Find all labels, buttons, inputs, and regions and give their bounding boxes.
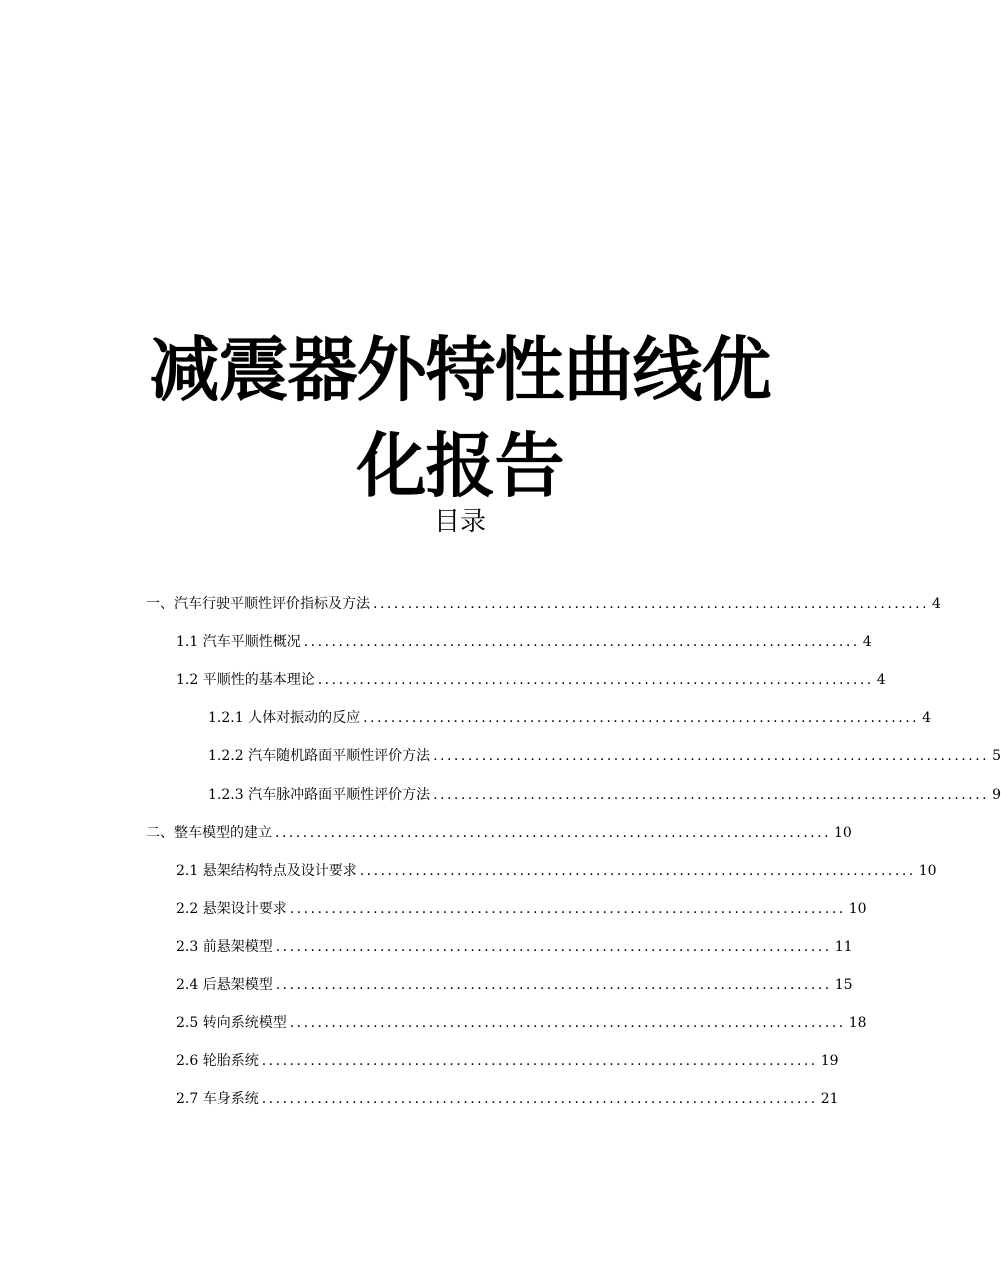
toc-dot-leader: ................................................................................ <box>275 977 832 993</box>
toc-entry-label: 2.5 转向系统模型 <box>176 1015 287 1031</box>
toc-entry-page: 5 <box>992 748 1001 764</box>
toc-entry-label: 1.2.3 汽车脉冲路面平顺性评价方法 <box>208 787 431 803</box>
toc-entry[interactable] <box>146 821 852 845</box>
toc-dot-leader: ................................................................................ <box>261 1091 818 1107</box>
toc-heading: 目录 <box>433 507 486 537</box>
toc-dot-leader: ................................................................................ <box>317 672 874 688</box>
toc-entry-label: 1.1 汽车平顺性概况 <box>176 634 301 650</box>
toc-entry-page: 18 <box>848 1015 867 1031</box>
toc-entry[interactable] <box>146 592 941 616</box>
toc-entry-page: 4 <box>876 672 886 688</box>
toc-entry-page: 9 <box>992 787 1001 803</box>
toc-entry-label: 2.7 车身系统 <box>176 1091 259 1107</box>
toc-dot-leader: ................................................................................ <box>363 710 920 726</box>
toc-entry[interactable] <box>176 668 886 692</box>
toc-entry-label: 一、汽车行驶平顺性评价指标及方法 <box>146 596 370 612</box>
toc-entry[interactable] <box>176 897 867 921</box>
toc-entry-page: 10 <box>834 825 852 841</box>
toc-entry[interactable] <box>208 744 1001 768</box>
toc-entry-label: 1.2.2 汽车随机路面平顺性评价方法 <box>208 748 431 764</box>
document-title-line-2: 化报告 <box>356 425 564 507</box>
toc-entry-page: 4 <box>862 634 872 650</box>
document-title-line-1: 减震器外特性曲线优 <box>149 329 771 411</box>
toc-dot-leader: ................................................................................ <box>275 825 832 841</box>
toc-entry[interactable] <box>176 1011 867 1035</box>
toc-entry-page: 4 <box>932 596 941 612</box>
toc-entry[interactable] <box>208 783 1001 807</box>
toc-entry[interactable] <box>176 1087 839 1111</box>
toc-entry[interactable] <box>176 973 853 997</box>
toc-entry[interactable] <box>208 706 932 730</box>
toc-entry-label: 2.4 后悬架模型 <box>176 977 273 993</box>
toc-dot-leader: ................................................................................ <box>373 596 930 612</box>
toc-entry-page: 4 <box>922 710 932 726</box>
toc-entry-label: 1.2.1 人体对振动的反应 <box>208 710 361 726</box>
toc-entry-page: 11 <box>834 939 853 955</box>
toc-dot-leader: ................................................................................ <box>359 863 916 879</box>
toc-entry[interactable] <box>176 630 872 654</box>
toc-dot-leader: ................................................................................ <box>433 748 990 764</box>
toc-dot-leader: ................................................................................ <box>303 634 860 650</box>
toc-entry-label: 1.2 平顺性的基本理论 <box>176 672 315 688</box>
toc-entry-label: 2.1 悬架结构特点及设计要求 <box>176 863 357 879</box>
toc-entry-page: 10 <box>918 863 937 879</box>
toc-entry-page: 10 <box>848 901 867 917</box>
toc-entry-page: 15 <box>834 977 853 993</box>
toc-dot-leader: ................................................................................ <box>289 901 846 917</box>
toc-entry[interactable] <box>176 1049 839 1073</box>
toc-entry-label: 2.3 前悬架模型 <box>176 939 273 955</box>
toc-entry-page: 21 <box>820 1091 839 1107</box>
toc-entry[interactable] <box>176 935 853 959</box>
toc-entry[interactable] <box>176 859 937 883</box>
toc-dot-leader: ................................................................................ <box>275 939 832 955</box>
toc-dot-leader: ................................................................................ <box>433 787 990 803</box>
toc-dot-leader: ................................................................................ <box>289 1015 846 1031</box>
toc-dot-leader: ................................................................................ <box>261 1053 818 1069</box>
toc-entry-label: 2.2 悬架设计要求 <box>176 901 287 917</box>
toc-entry-label: 二、整车模型的建立 <box>146 825 272 841</box>
toc-entry-label: 2.6 轮胎系统 <box>176 1053 259 1069</box>
toc-entry-page: 19 <box>820 1053 839 1069</box>
